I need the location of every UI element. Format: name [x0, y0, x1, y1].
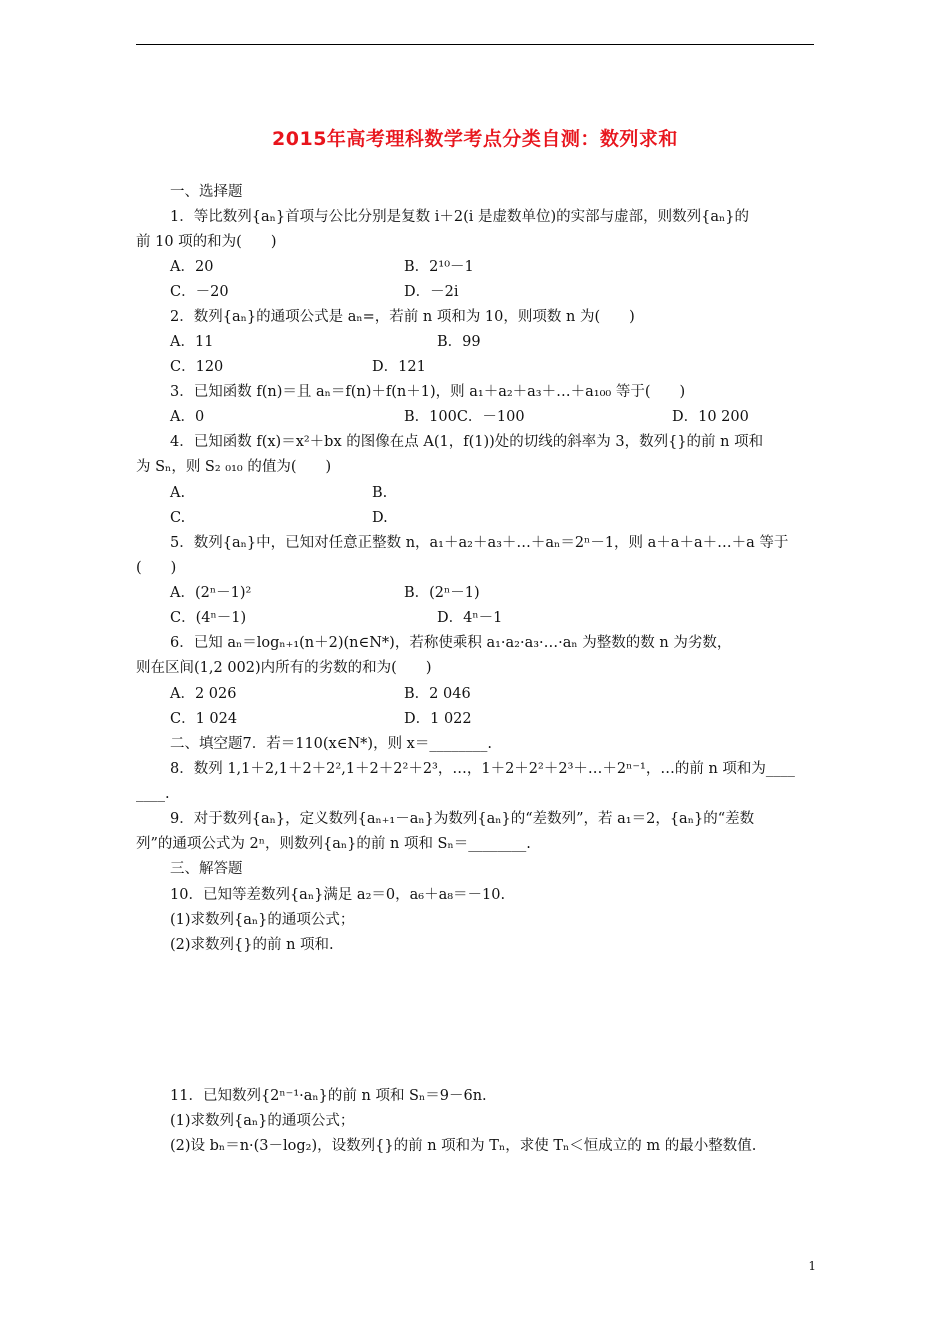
- q2-option-d: D．121: [372, 359, 426, 375]
- question-11-part-1: (1)求数列{aₙ}的通项公式；: [170, 1113, 355, 1129]
- q5-option-a: A．(2ⁿ－1)²: [170, 585, 252, 601]
- question-4-line-2: 为 Sₙ，则 S₂ ₀₁₀ 的值为( ): [136, 459, 332, 475]
- q6-option-c: C．1 024: [170, 711, 238, 727]
- question-3: 3．已知函数 f(n)＝且 aₙ＝f(n)＋f(n＋1)，则 a₁＋a₂＋a₃＋…＋a₁₀₀ 等于( ): [170, 384, 686, 400]
- question-2: 2．数列{aₙ}的通项公式是 aₙ=，若前 n 项和为 10，则项数 n 为( ): [170, 309, 635, 325]
- q6-option-a: A．2 026: [170, 686, 237, 702]
- q6-option-b: B．2 046: [404, 686, 471, 702]
- q4-option-b: B.: [372, 485, 388, 501]
- q3-option-bc: B．100C．－100: [404, 409, 525, 425]
- q3-option-a: A．0: [170, 409, 205, 425]
- question-10: 10．已知等差数列{aₙ}满足 a₂＝0，a₆＋a₈＝－10.: [170, 887, 506, 903]
- q2-option-a: A．11: [170, 334, 214, 350]
- question-9-line-2: 列”的通项公式为 2ⁿ，则数列{aₙ}的前 n 项和 Sₙ＝________.: [136, 836, 531, 852]
- q1-option-d: D．－2i: [404, 284, 459, 300]
- question-6-line-1: 6．已知 aₙ＝logₙ₊₁(n＋2)(n∈N*)，若称使乘积 a₁·a₂·a₃·…·aₙ 为整数的数 n 为劣数，: [170, 635, 732, 651]
- question-1-line-2: 前 10 项的和为( ): [136, 234, 277, 250]
- section-heading-solve: 三、解答题: [170, 861, 243, 877]
- question-5-line-2: ( ): [136, 560, 177, 576]
- page-title: 2015年高考理科数学考点分类自测：数列求和: [272, 128, 678, 150]
- q1-option-b: B．2¹⁰－1: [404, 259, 474, 275]
- q4-option-c: C.: [170, 510, 186, 526]
- question-8-line-2: ____.: [136, 786, 170, 802]
- question-1-line-1: 1．等比数列{aₙ}首项与公比分别是复数 i＋2(i 是虚数单位)的实部与虚部，则数列{aₙ}的: [170, 209, 749, 225]
- section-fill-in-question-7: 二、填空题7．若＝110(x∈N*)，则 x＝________.: [170, 736, 492, 752]
- header-rule: [136, 44, 814, 45]
- question-5-line-1: 5．数列{aₙ}中，已知对任意正整数 n，a₁＋a₂＋a₃＋…＋aₙ＝2ⁿ－1，则 a＋a＋a＋…＋a 等于: [170, 535, 789, 551]
- page-number: 1: [808, 1259, 816, 1273]
- question-11-part-2: (2)设 bₙ＝n·(3－log₂)，设数列{}的前 n 项和为 Tₙ，求使 Tₙ＜恒成立的 m 的最小整数值.: [170, 1138, 757, 1154]
- q2-option-b: B．99: [437, 334, 481, 350]
- question-10-part-2: (2)求数列{}的前 n 项和.: [170, 937, 334, 953]
- question-9-line-1: 9．对于数列{aₙ}，定义数列{aₙ₊₁－aₙ}为数列{aₙ}的“差数列”，若 a₁＝2，{aₙ}的“差数: [170, 811, 755, 827]
- q1-option-a: A．20: [170, 259, 214, 275]
- q1-option-c: C．－20: [170, 284, 229, 300]
- question-4-line-1: 4．已知函数 f(x)＝x²＋bx 的图像在点 A(1，f(1))处的切线的斜率为 3，数列{}的前 n 项和: [170, 434, 764, 450]
- section-heading-choice: 一、选择题: [170, 184, 243, 200]
- q4-option-d: D.: [372, 510, 388, 526]
- q3-option-d: D．10 200: [672, 409, 749, 425]
- q2-option-c: C．120: [170, 359, 224, 375]
- q5-option-b: B．(2ⁿ－1): [404, 585, 480, 601]
- q4-option-a: A.: [170, 485, 186, 501]
- question-10-part-1: (1)求数列{aₙ}的通项公式；: [170, 912, 355, 928]
- q6-option-d: D．1 022: [404, 711, 472, 727]
- q5-option-c: C．(4ⁿ－1): [170, 610, 247, 626]
- q5-option-d: D．4ⁿ－1: [437, 610, 503, 626]
- question-6-line-2: 则在区间(1,2 002)内所有的劣数的和为( ): [136, 660, 432, 676]
- question-11: 11．已知数列{2ⁿ⁻¹·aₙ}的前 n 项和 Sₙ＝9－6n.: [170, 1088, 487, 1104]
- question-8-line-1: 8．数列 1,1＋2,1＋2＋2²,1＋2＋2²＋2³，…，1＋2＋2²＋2³＋…＋2ⁿ⁻¹，…的前 n 项和为____: [170, 761, 795, 777]
